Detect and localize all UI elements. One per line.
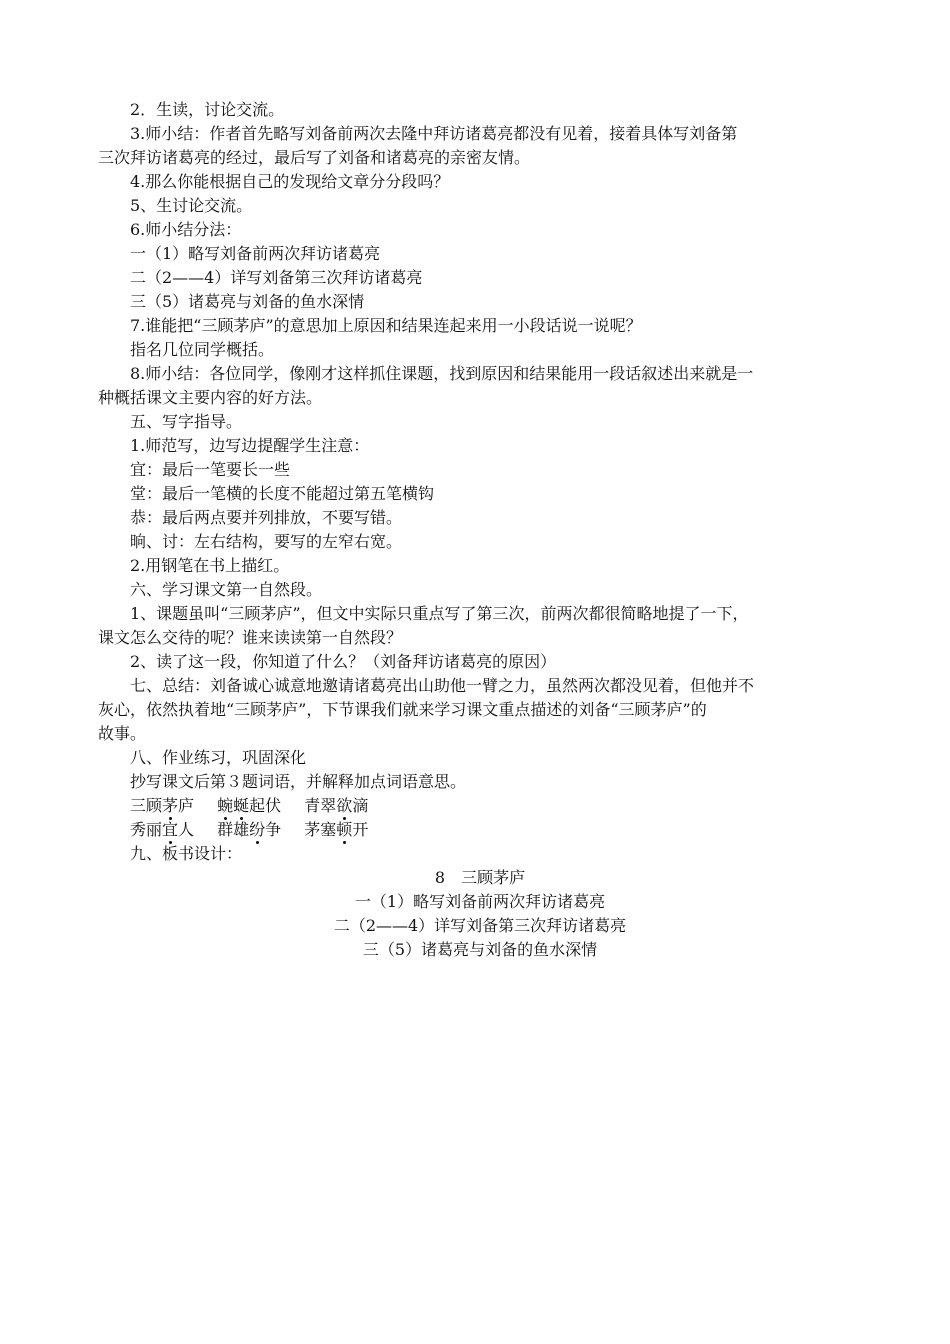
emphasis-dot-char: 蜒	[233, 796, 250, 815]
vocab-word: 三顾茅庐	[130, 796, 195, 815]
vocab-word: 青翠欲滴	[304, 796, 369, 815]
board-line: 二（2——4）详写刘备第三次拜访诸葛亮	[333, 916, 627, 935]
text-line: 灰心，依然执着地“三顾茅庐”，下节课我们就来学习课文重点描述的刘备“三顾茅庐”的	[98, 700, 707, 719]
text-line: 八、作业练习，巩固深化	[130, 748, 307, 767]
vocab-row-2	[130, 818, 830, 842]
emphasis-dot-char: 欲	[336, 796, 353, 815]
text-line: 抄写课文后第３题词语，并解释加点词语意思。	[130, 772, 467, 791]
text-line: 恭：最后两点要并列排放，不要写错。	[130, 508, 403, 527]
emphasis-dot-char: 顿	[336, 820, 353, 839]
text-line: 种概括课文主要内容的好方法。	[98, 388, 323, 407]
text-line: 1.师范写，边写边提醒学生注意：	[130, 436, 370, 455]
text-line: 三（5）诸葛亮与刘备的鱼水深情	[130, 292, 365, 311]
text-line: 4.那么你能根据自己的发现给文章分分段吗？	[130, 172, 450, 191]
board-design	[130, 866, 830, 962]
text-line: 五、写字指导。	[130, 412, 243, 431]
text-line: 一（1）略写刘备前两次拜访诸葛亮	[130, 244, 381, 263]
text-line: 3.师小结：作者首先略写刘备前两次去隆中拜访诸葛亮都没有见着，接着具体写刘备第	[130, 124, 738, 143]
text-line: 七、总结：刘备诚心诚意地邀请诸葛亮出山助他一臂之力，虽然两次都没见着，但他并不	[130, 676, 755, 695]
text-line: 2.用钢笔在书上描红。	[130, 556, 290, 575]
vocab-word: 蜿蜒起伏	[217, 796, 282, 815]
text-line: 8.师小结：各位同学，像刚才这样抓住课题，找到原因和结果能用一段话叙述出来就是一	[130, 364, 754, 383]
text-line: 6.师小结分法：	[130, 220, 242, 239]
text-line: 堂：最后一笔横的长度不能超过第五笔横钩	[130, 484, 435, 503]
emphasis-dot-char: 蜿	[217, 796, 234, 815]
text-line: 宜：最后一笔要长一些	[130, 460, 291, 479]
text-line: 晌、讨：左右结构，要写的左窄右宽。	[130, 532, 403, 551]
text-line: 5、生讨论交流。	[130, 196, 253, 215]
vocab-word: 群雄纷争	[217, 820, 282, 839]
text-line: 指名几位同学概括。	[130, 340, 275, 359]
text-line: 三次拜访诸葛亮的经过，最后写了刘备和诸葛亮的亲密友情。	[98, 148, 531, 167]
text-line: 二（2——4）详写刘备第三次拜访诸葛亮	[130, 268, 423, 287]
text-line: 2．生读，讨论交流。	[130, 100, 285, 119]
text-line: 1、课题虽叫“三顾茅庐”，但文中实际只重点写了第三次，前两次都很简略地提了一下，	[130, 604, 749, 623]
text-line: 课文怎么交待的呢？谁来读读第一自然段？	[98, 628, 403, 647]
board-line: 一（1）略写刘备前两次拜访诸葛亮	[354, 892, 606, 911]
vocab-word: 茅塞顿开	[304, 820, 369, 839]
text-line: 7.谁能把“三顾茅庐”的意思加上原因和结果连起来用一小段话说一说呢？	[130, 316, 642, 335]
text-line: 故事。	[98, 724, 147, 743]
text-line: 六、学习课文第一自然段。	[130, 580, 323, 599]
board-design-heading: 九、板书设计：	[130, 844, 243, 863]
vocab-row-1	[130, 794, 830, 818]
board-line: 三（5）诸葛亮与刘备的鱼水深情	[362, 940, 598, 959]
emphasis-dot-char: 宜	[162, 820, 179, 839]
document-body	[98, 98, 830, 962]
board-title: 8 三顾茅庐	[434, 868, 526, 887]
text-line: 2、读了这一段，你知道了什么？（刘备拜访诸葛亮的原因）	[130, 652, 557, 671]
vocab-word: 秀丽宜人	[130, 820, 195, 839]
emphasis-dot-char: 茅	[162, 796, 179, 815]
emphasis-dot-char: 纷	[249, 820, 266, 839]
